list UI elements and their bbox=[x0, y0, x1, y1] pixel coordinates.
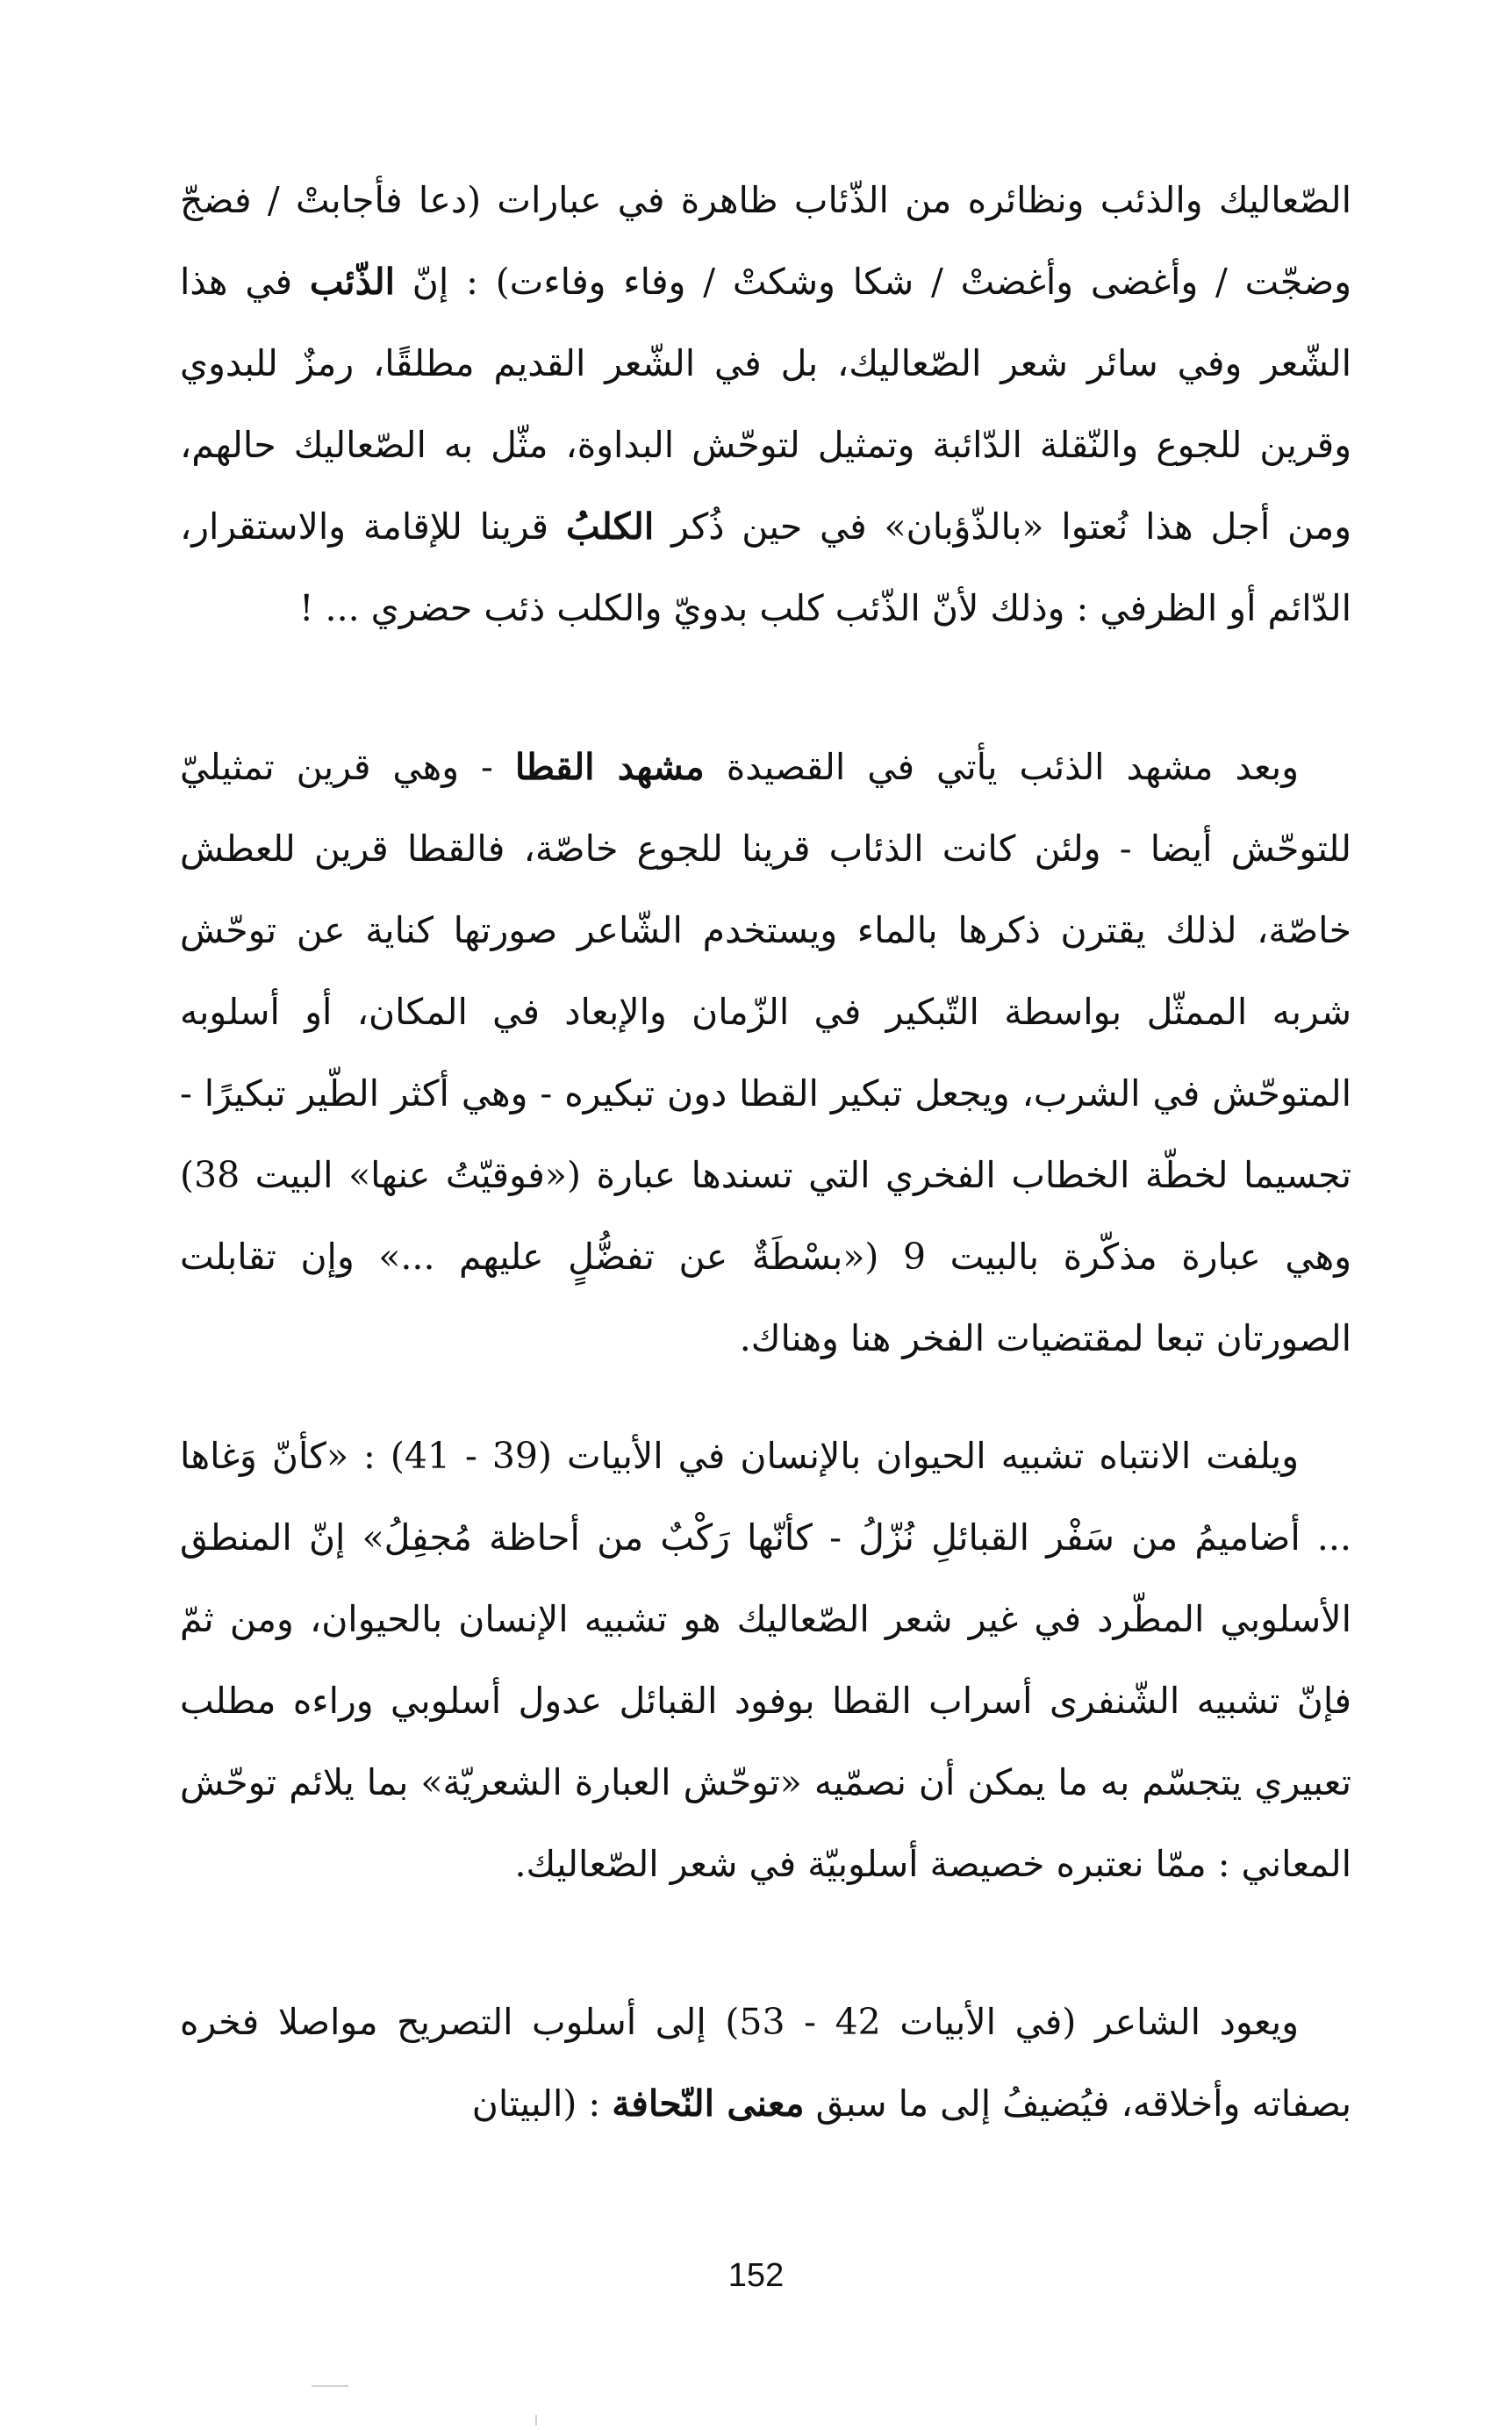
paragraph-4-text-b: : (البيتان bbox=[471, 2082, 613, 2125]
paragraph-2-text-b: - وهي قرين تمثيليّ للتوحّش أيضا - ولئن كانت الذئاب قرينا للجوع خاصّة، فالقطا قرين للعطش خاصّة، لذلك يقترن ذكرها بالماء ويستخدم الشّاعر صورتها كناية عن توحّش شربه الممثّل بواسطة التّبكير في الزّمان والإبعاد في المكان، أو أسلوبه المتوحّش في الشرب، ويجعل تبكير القطا دون تبكيره - وهي أكثر الطّير تبكيرًا - تجسيما لخطّة الخطاب الفخري التي تسندها عبارة («فوقيّتُ عنها» البيت 38) وهي عبارة مذكّرة بالبيت 9 («بسْطَةٌ عن تفضُّلٍ عليهم ...» وإن تقابلت الصورتان تبعا لمقتضيات الفخر هنا وهناك. bbox=[180, 746, 1351, 1359]
paragraph-4-text-a: ويعود الشاعر (في الأبيات 42 - 53) إلى أسلوب التصريح مواصلا فخره بصفاته وأخلاقه، فيُضيفُ إلى ما سبق bbox=[180, 2001, 1351, 2125]
keyword-nahafa: معنى النّحافة bbox=[612, 2082, 805, 2125]
paragraph-2-text-a: وبعد مشهد الذئب يأتي في القصيدة bbox=[704, 746, 1300, 788]
scan-artifact-tick bbox=[535, 2415, 537, 2426]
paragraph-1 bbox=[180, 160, 1351, 649]
paragraph-4 bbox=[180, 1982, 1351, 2145]
paragraph-2 bbox=[180, 727, 1351, 1380]
paragraph-1-text-b: في هذا الشّعر وفي سائر شعر الصّعاليك، بل في الشّعر القديم مطلقًا، رمزٌ للبدوي وقرين للجوع والنّقلة الدّائبة وتمثيل لتوحّش البداوة، مثّل به الصّعاليك حالهم، ومن أجل هذا نُعتوا «بالذّؤبان» في حين ذُكر bbox=[180, 261, 1352, 548]
paragraph-1-text-a: الصّعاليك والذئب ونظائره من الذّئاب ظاهرة في عبارات (دعا فأجابتْ / فضجّ وضجّت / وأغضى وأغضتْ / شكا وشكتْ / وفاء وفاءت) : إنّ bbox=[180, 179, 1352, 303]
paragraph-3 bbox=[180, 1416, 1351, 1905]
paragraph-1-text-c: قرينا للإقامة والاستقرار، الدّائم أو الظرفي : وذلك لأنّ الذّئب كلب بدويّ والكلب ذئب حضري ... ! bbox=[180, 505, 1351, 629]
scan-artifact-line bbox=[312, 2385, 348, 2387]
keyword-dhib: الذّئب bbox=[309, 261, 395, 303]
keyword-mashhad-al-qata: مشهد القطا bbox=[514, 746, 705, 788]
keyword-kalb: الكلبُ bbox=[565, 505, 655, 548]
paragraph-3-text: ويلفت الانتباه تشبيه الحيوان بالإنسان في الأبيات (39 - 41) : «كأنّ وَغاها ... أضاميمُ من سَفْر القبائلِ نُزّلُ - كأنّها رَكْبٌ من أحاظة مُجفِلُ» إنّ المنطق الأسلوبي المطّرد في غير شعر الصّعاليك هو تشبيه الإنسان بالحيوان، ومن ثمّ فإنّ تشبيه الشّنفرى أسراب القطا بوفود القبائل عدول أسلوبي وراءه مطلب تعبيري يتجسّم به ما يمكن أن نصمّيه «توحّش العبارة الشعريّة» بما يلائم توحّش المعاني : ممّا نعتبره خصيصة أسلوبيّة في شعر الصّعاليك. bbox=[180, 1435, 1351, 1885]
page-number: 152 bbox=[727, 2257, 785, 2294]
